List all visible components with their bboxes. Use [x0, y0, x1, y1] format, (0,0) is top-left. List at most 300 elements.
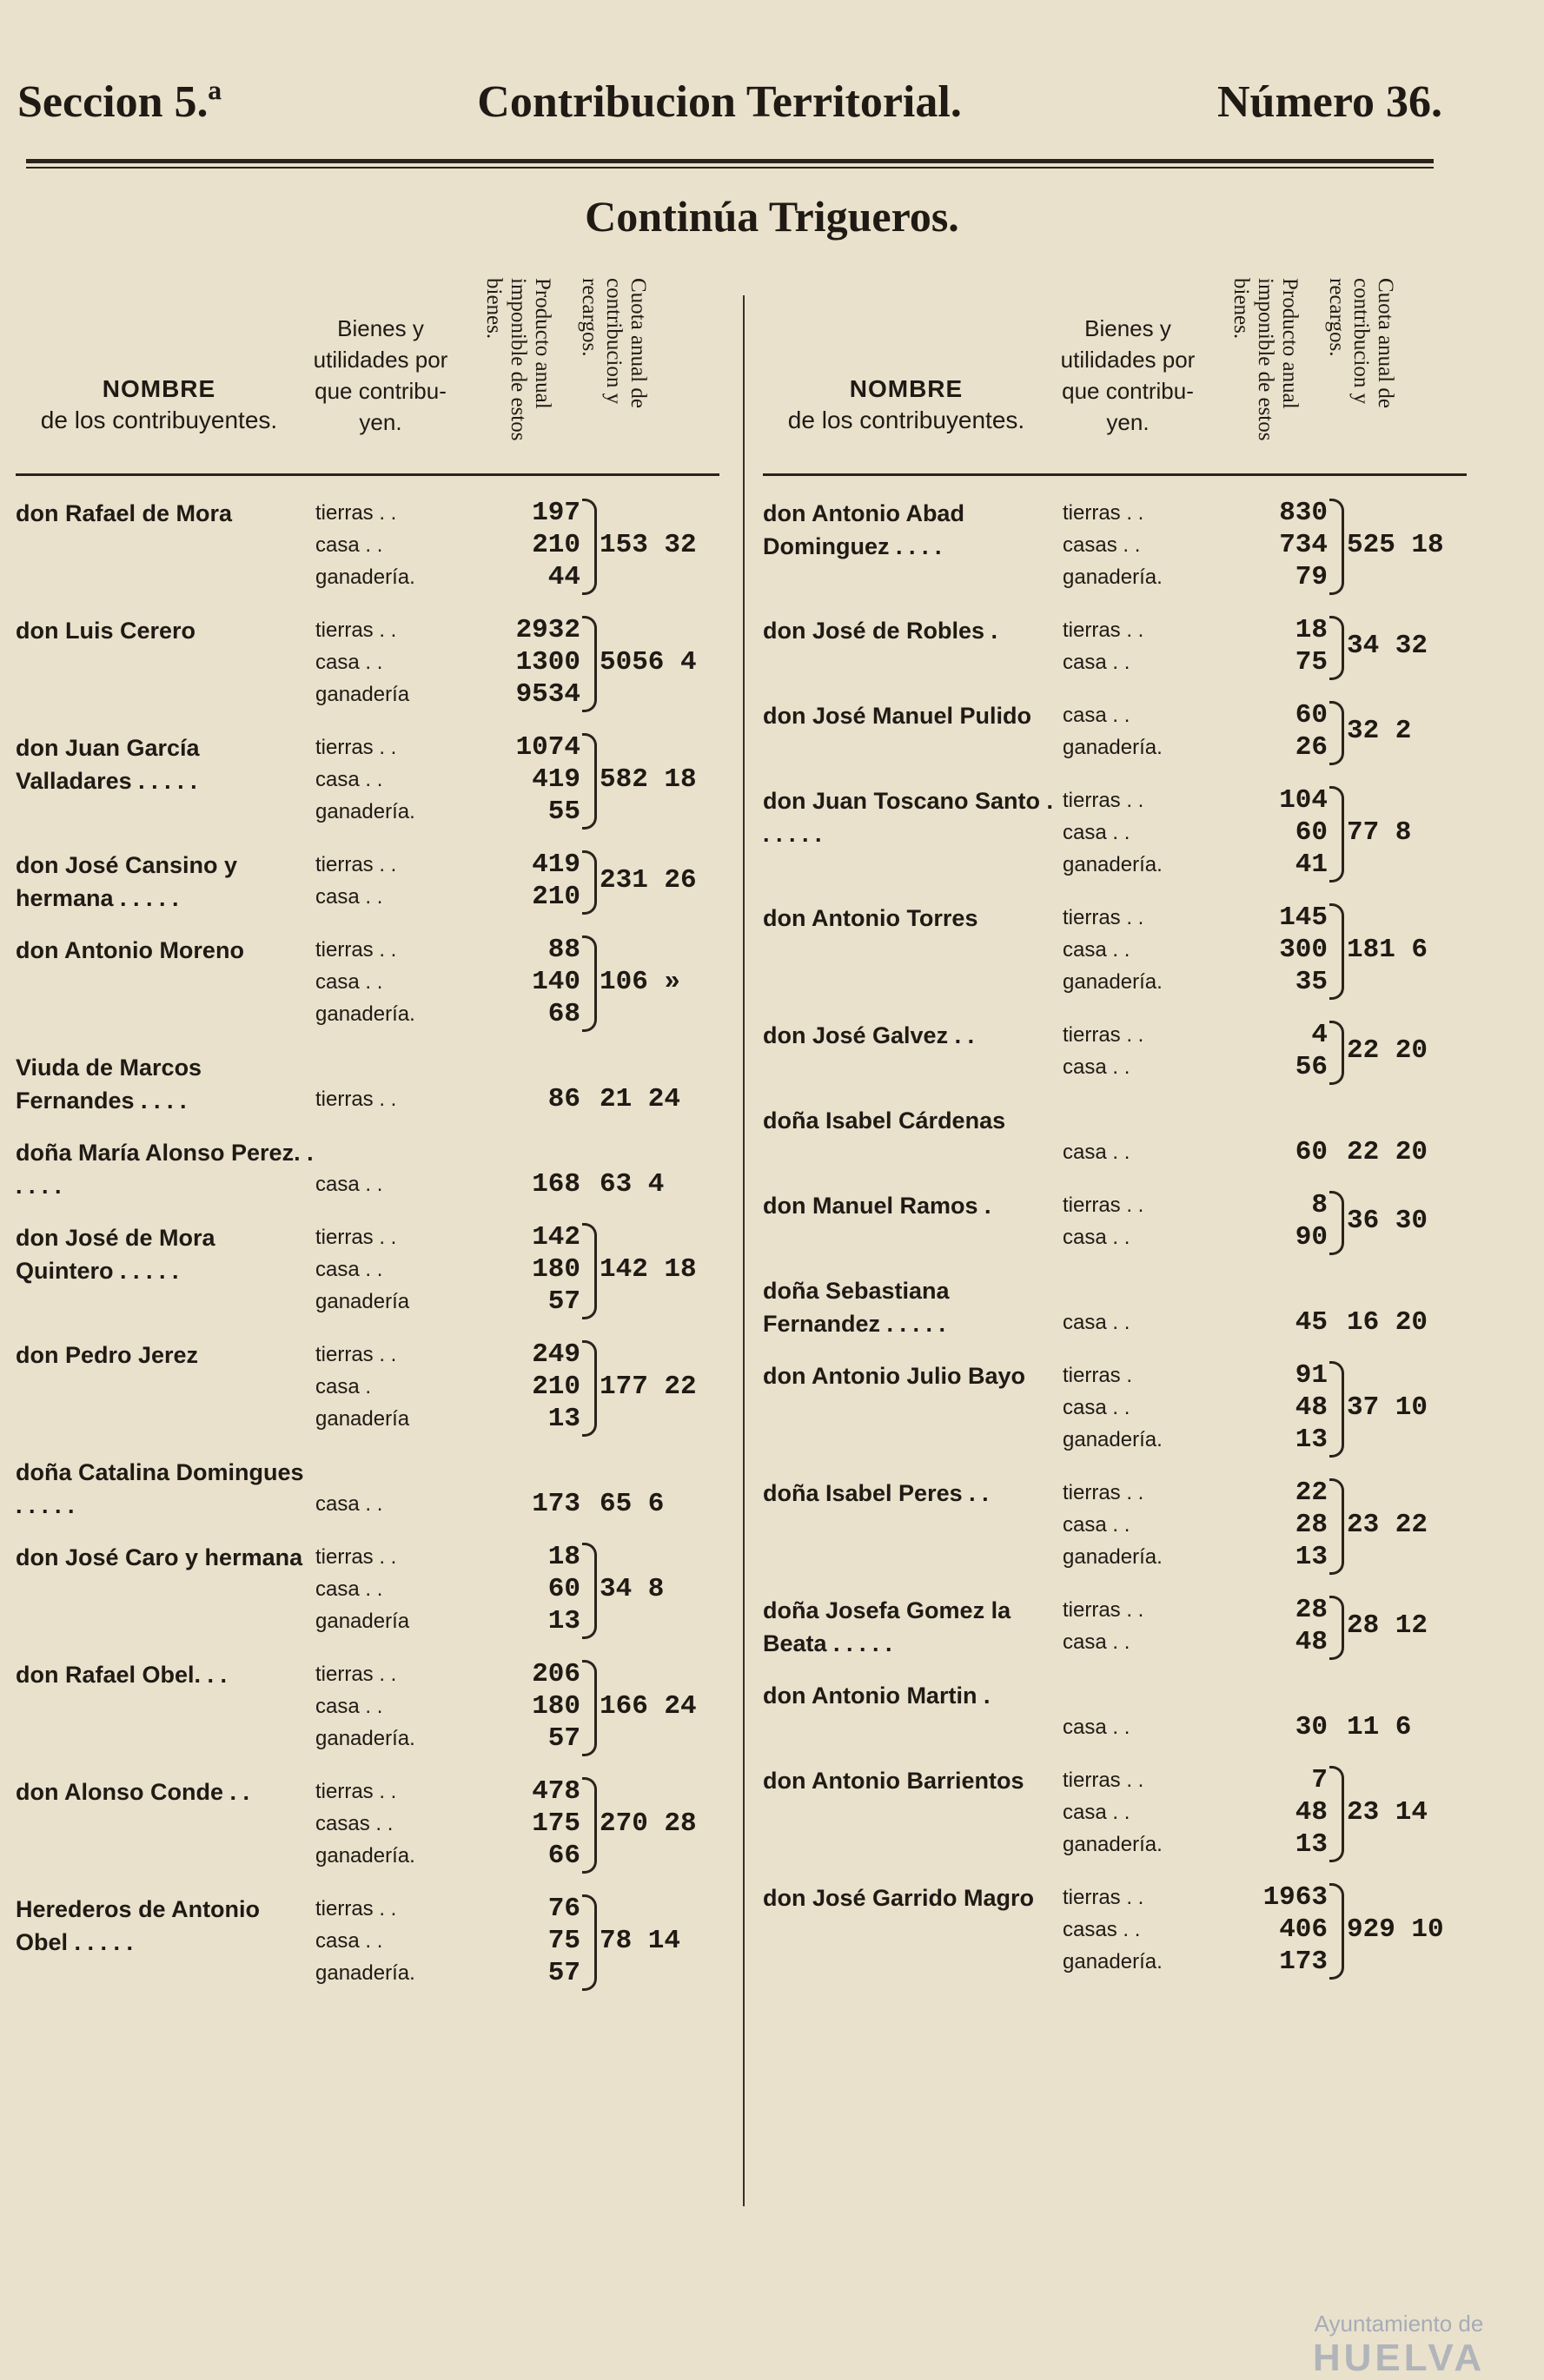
item-list [315, 1658, 467, 1755]
row-total: 63 4 [600, 1168, 665, 1200]
value-cell: 300 [1279, 935, 1328, 965]
value-cell: 75 [1295, 647, 1328, 678]
contributor-name: don Pedro Jerez [16, 1342, 199, 1368]
table-row [16, 1775, 719, 1872]
value-list [467, 934, 580, 1030]
contributor-name: don Antonio Barrientos [763, 1768, 1024, 1794]
row-total: 929 10 [1347, 1914, 1444, 1945]
table-row [763, 1019, 1467, 1083]
row-total: 231 26 [600, 865, 697, 896]
item-list [315, 614, 467, 711]
header-cuota: Cuota anual de contribucion y recargos. [1325, 278, 1397, 408]
table-row [16, 1221, 719, 1318]
brace [582, 499, 597, 595]
value-cell: 168 [532, 1169, 580, 1200]
item-label: casa . . [315, 1695, 383, 1718]
value-list [1215, 614, 1328, 678]
item-list [315, 934, 467, 1030]
item-label: tierras . . [1063, 1023, 1144, 1047]
item-label: casa . . [315, 533, 383, 557]
value-list [1215, 1359, 1328, 1456]
item-label: tierras . . [315, 1663, 397, 1686]
header-rule-thin [26, 167, 1434, 169]
value-cell: 57 [547, 1723, 580, 1754]
row-total: 142 18 [600, 1253, 697, 1285]
value-cell: 75 [547, 1926, 580, 1956]
item-label: ganadería. [315, 1961, 415, 1985]
value-cell: 22 [1295, 1478, 1328, 1508]
item-list [315, 497, 467, 593]
row-total: 28 12 [1347, 1610, 1428, 1641]
row-total: 78 14 [600, 1925, 681, 1956]
item-label: tierras . . [1063, 1886, 1144, 1909]
subtitle: Continúa Trigueros. [585, 192, 959, 241]
value-cell: 145 [1279, 902, 1328, 933]
item-list [1063, 1274, 1215, 1339]
table-row [763, 1477, 1467, 1573]
value-cell: 197 [532, 498, 580, 528]
value-list [1215, 784, 1328, 881]
brace [582, 1894, 597, 1991]
value-cell: 206 [532, 1659, 580, 1689]
row-total: 77 8 [1347, 816, 1412, 848]
table-row [16, 614, 719, 711]
brace [1329, 1596, 1344, 1660]
value-list [467, 1541, 580, 1637]
item-label: casa . . [1063, 1311, 1130, 1334]
value-cell: 66 [547, 1841, 580, 1871]
value-cell: 1300 [515, 647, 580, 678]
value-cell: 90 [1295, 1222, 1328, 1253]
value-list [467, 1488, 580, 1520]
header-bienes: Bienes y utilidades por que contribu-yen. [1060, 315, 1196, 435]
value-list [1215, 1189, 1328, 1253]
page-title: Contribucion Territorial. [477, 76, 962, 127]
table-row [763, 1104, 1467, 1168]
value-cell: 48 [1295, 1392, 1328, 1423]
item-list [1063, 902, 1215, 998]
item-label: casas . . [1063, 533, 1141, 557]
column-divider [743, 295, 745, 2206]
watermark-line1: Ayuntamiento de [1314, 2311, 1484, 2337]
value-cell: 173 [1279, 1947, 1328, 1977]
row-total: 65 6 [600, 1488, 665, 1519]
value-cell: 419 [532, 850, 580, 880]
value-list [1215, 1711, 1328, 1743]
item-label: ganadería. [1063, 1950, 1163, 1973]
watermark-logo: HUELVA [1312, 2337, 1486, 2379]
contributor-name: don Antonio Moreno [16, 937, 244, 963]
contributor-name: don Antonio Torres [763, 905, 978, 931]
row-total: 34 8 [600, 1573, 665, 1604]
value-list [467, 1339, 580, 1435]
table-row [16, 1893, 719, 1989]
item-label: tierras . . [315, 501, 397, 525]
row-total: 166 24 [600, 1690, 697, 1722]
table-row [16, 934, 719, 1030]
page-header [17, 71, 1442, 132]
brace [1329, 1478, 1344, 1575]
value-cell: 180 [532, 1254, 580, 1285]
item-label: casa . . [1063, 1140, 1130, 1164]
item-label: ganadería. [315, 1002, 415, 1026]
value-cell: 68 [547, 999, 580, 1029]
item-list [315, 1775, 467, 1872]
item-list [315, 849, 467, 913]
row-total: 16 20 [1347, 1306, 1428, 1338]
table-row [16, 731, 719, 828]
contributor-name: don Antonio Julio Bayo [763, 1363, 1025, 1389]
right-column [763, 261, 1467, 1978]
table-row [763, 902, 1467, 998]
row-total: 5056 4 [600, 646, 697, 678]
brace [582, 1340, 597, 1437]
row-total: 525 18 [1347, 529, 1444, 560]
value-cell: 175 [532, 1808, 580, 1839]
table-row [763, 1189, 1467, 1253]
value-cell: 406 [1279, 1914, 1328, 1945]
value-cell: 18 [547, 1542, 580, 1572]
item-label: tierras . . [315, 938, 397, 962]
item-label: ganadería. [1063, 1833, 1163, 1856]
item-list [1063, 1477, 1215, 1573]
item-label: ganadería [315, 683, 410, 706]
contributor-name: Herederos de Antonio Obel . . . . . [16, 1896, 261, 1955]
contributor-name: doña María Alonso Perez. . . . . . [16, 1140, 314, 1199]
value-list [467, 1775, 580, 1872]
value-cell: 60 [547, 1574, 580, 1604]
item-list [315, 1221, 467, 1318]
value-list [467, 1658, 580, 1755]
value-cell: 210 [532, 1372, 580, 1402]
row-total: 34 32 [1347, 631, 1428, 661]
value-cell: 48 [1295, 1627, 1328, 1657]
contributor-name: don José Cansino y hermana . . . . . [16, 852, 238, 911]
item-label: ganadería. [1063, 565, 1163, 589]
item-label: ganadería. [315, 1727, 415, 1750]
brace [1329, 1191, 1344, 1255]
item-list [1063, 497, 1215, 593]
value-cell: 55 [547, 797, 580, 827]
item-label: casa . . [1063, 1226, 1130, 1249]
value-list [1215, 902, 1328, 998]
value-list [1215, 1477, 1328, 1573]
item-list [315, 1893, 467, 1989]
brace [1329, 499, 1344, 595]
item-list [1063, 1019, 1215, 1083]
contributor-name: doña Isabel Cárdenas [763, 1107, 1006, 1134]
brace [1329, 1361, 1344, 1458]
item-label: tierras . . [315, 736, 397, 759]
item-list [1063, 699, 1215, 764]
item-label: casa . . [315, 1173, 383, 1196]
brace [1329, 1766, 1344, 1862]
value-list [1215, 497, 1328, 593]
contributor-name: don José Galvez . . [763, 1022, 975, 1048]
header-name-title: NOMBRE [849, 375, 964, 402]
item-label: ganadería. [315, 1844, 415, 1868]
header-name [763, 374, 1050, 436]
value-list [467, 1221, 580, 1318]
value-cell: 4 [1311, 1020, 1328, 1050]
item-label: casa . . [1063, 1630, 1130, 1654]
value-list [1215, 1881, 1328, 1978]
header-cuota: Cuota anual de contribucion y recargos. [578, 278, 650, 408]
item-label: casa . . [1063, 704, 1130, 727]
item-label: tierras . . [1063, 1768, 1144, 1792]
contributor-name: don Rafael Obel. . . [16, 1662, 228, 1688]
table-row [763, 497, 1467, 593]
row-total: 106 » [600, 966, 681, 997]
value-cell: 57 [547, 1958, 580, 1988]
item-label: tierras . . [1063, 906, 1144, 929]
item-list [1063, 784, 1215, 881]
contributor-name: don Juan García Valladares . . . . . [16, 735, 200, 794]
item-label: tierras . . [1063, 789, 1144, 812]
item-label: casa . . [1063, 1801, 1130, 1824]
item-list [315, 731, 467, 828]
brace [1329, 1021, 1344, 1085]
row-total: 23 22 [1347, 1509, 1428, 1540]
row-total: 22 20 [1347, 1136, 1428, 1167]
table-row [763, 1679, 1467, 1743]
table-row [763, 699, 1467, 764]
table-header [16, 261, 719, 476]
value-list [1215, 1019, 1328, 1083]
item-label: tierras . . [315, 1226, 397, 1249]
item-label: casa . . [1063, 938, 1130, 962]
value-cell: 13 [1295, 1829, 1328, 1860]
brace [1329, 701, 1344, 765]
brace [582, 616, 597, 712]
value-list [1215, 1136, 1328, 1168]
value-cell: 2932 [515, 615, 580, 645]
value-cell: 13 [1295, 1425, 1328, 1455]
item-list [315, 1541, 467, 1637]
row-total: 181 6 [1347, 934, 1428, 965]
brace [1329, 786, 1344, 883]
value-cell: 210 [532, 882, 580, 912]
table-row [763, 1594, 1467, 1658]
contributor-name: doña Isabel Peres . . [763, 1480, 989, 1506]
contributor-name: doña Josefa Gomez la Beata . . . . . [763, 1597, 1011, 1656]
item-label: casa . . [1063, 1716, 1130, 1739]
item-label: casa . . [315, 970, 383, 994]
item-list [315, 1051, 467, 1115]
contributor-name: doña Sebastiana Fernandez . . . . . [763, 1278, 950, 1337]
value-cell: 18 [1295, 615, 1328, 645]
header-producto: Producto anual imponible de estos bienes. [482, 278, 554, 441]
row-total: 177 22 [600, 1371, 697, 1402]
contributor-name: don Alonso Conde . . [16, 1779, 249, 1805]
brace [1329, 1883, 1344, 1980]
item-label: tierras . . [315, 618, 397, 642]
item-label: casa . . [1063, 1513, 1130, 1537]
value-cell: 30 [1295, 1712, 1328, 1742]
item-label: casas . . [1063, 1918, 1141, 1941]
value-cell: 86 [547, 1084, 580, 1114]
value-list [467, 497, 580, 593]
value-cell: 48 [1295, 1797, 1328, 1828]
value-cell: 56 [1295, 1052, 1328, 1082]
item-list [1063, 1104, 1215, 1168]
item-label: casa . . [315, 885, 383, 909]
item-label: tierras . . [315, 1088, 397, 1111]
contributor-name: don José Manuel Pulido [763, 703, 1032, 729]
brace [582, 1223, 597, 1319]
value-cell: 79 [1295, 562, 1328, 592]
item-label: tierras . . [1063, 1598, 1144, 1622]
row-total: 11 6 [1347, 1711, 1412, 1742]
item-label: tierras . . [1063, 1193, 1144, 1217]
table-row [763, 1764, 1467, 1861]
item-label: tierras . . [315, 1780, 397, 1803]
item-label: ganadería. [315, 565, 415, 589]
item-list [1063, 1594, 1215, 1658]
brace [582, 1777, 597, 1874]
brace [582, 1660, 597, 1756]
value-cell: 44 [547, 562, 580, 592]
header-bienes: Bienes y utilidades por que contribu-yen. [313, 315, 448, 435]
item-label: casa . . [1063, 1055, 1130, 1079]
value-cell: 35 [1295, 967, 1328, 997]
table-row [16, 1339, 719, 1435]
item-label: casas . . [315, 1812, 394, 1835]
row-total: 582 18 [600, 764, 697, 795]
row-total: 270 28 [600, 1808, 697, 1839]
item-label: tierras . . [315, 1343, 397, 1366]
page-number: Número 36. [1216, 76, 1442, 127]
header-rule [26, 159, 1434, 163]
value-list [467, 1893, 580, 1989]
item-list [315, 1339, 467, 1435]
item-label: ganadería. [1063, 853, 1163, 876]
value-cell: 60 [1295, 1137, 1328, 1167]
contributor-name: don Antonio Martin . [763, 1683, 991, 1709]
value-cell: 41 [1295, 850, 1328, 880]
table-row [16, 1136, 719, 1200]
item-list [1063, 1189, 1215, 1253]
value-cell: 140 [532, 967, 580, 997]
table-header [763, 261, 1467, 476]
value-cell: 180 [532, 1691, 580, 1722]
contributor-name: doña Catalina Domingues . . . . . [16, 1459, 304, 1518]
contributor-name: don Manuel Ramos . [763, 1193, 991, 1219]
table-row [16, 1541, 719, 1637]
contributor-name: don José de Robles . [763, 618, 998, 644]
item-list [1063, 1764, 1215, 1861]
value-cell: 13 [1295, 1542, 1328, 1572]
value-cell: 419 [532, 764, 580, 795]
brace [1329, 903, 1344, 1000]
value-cell: 9534 [515, 679, 580, 710]
item-label: ganadería. [1063, 736, 1163, 759]
header-name-sub: de los contribuyentes. [787, 407, 1025, 433]
value-cell: 830 [1279, 498, 1328, 528]
item-label: tierras . . [1063, 501, 1144, 525]
item-label: casa . . [315, 1492, 383, 1516]
contributor-name: don Luis Cerero [16, 618, 196, 644]
item-label: casa . . [315, 1258, 383, 1281]
item-label: casa . . [1063, 1396, 1130, 1419]
value-cell: 173 [532, 1489, 580, 1519]
value-cell: 478 [532, 1776, 580, 1807]
value-list [467, 1168, 580, 1200]
header-name-sub: de los contribuyentes. [40, 407, 278, 433]
item-label: ganadería. [1063, 970, 1163, 994]
contributor-name: don José de Mora Quintero . . . . . [16, 1225, 215, 1284]
row-total: 32 2 [1347, 716, 1412, 746]
item-label: casa . . [1063, 651, 1130, 674]
brace [582, 1543, 597, 1639]
value-cell: 88 [547, 935, 580, 965]
value-list [467, 849, 580, 913]
table-row [763, 1359, 1467, 1456]
item-label: tierras . . [315, 1545, 397, 1569]
table-row [16, 1658, 719, 1755]
value-cell: 1074 [515, 732, 580, 763]
value-cell: 7 [1311, 1765, 1328, 1795]
brace [582, 850, 597, 915]
table-row [763, 614, 1467, 678]
item-label: casa . . [1063, 821, 1130, 844]
value-list [1215, 1764, 1328, 1861]
contributor-name: don Juan Toscano Santo . . . . . . [763, 788, 1054, 847]
value-list [467, 731, 580, 828]
row-total: 36 30 [1347, 1206, 1428, 1236]
value-cell: 8 [1311, 1190, 1328, 1220]
item-label: ganadería [315, 1610, 410, 1633]
value-cell: 76 [547, 1894, 580, 1924]
item-label: tierras . . [1063, 618, 1144, 642]
value-list [1215, 699, 1328, 764]
value-cell: 45 [1295, 1307, 1328, 1338]
value-list [1215, 1594, 1328, 1658]
row-total: 37 10 [1347, 1392, 1428, 1423]
row-total: 153 32 [600, 529, 697, 560]
item-list [1063, 1881, 1215, 1978]
value-cell: 57 [547, 1286, 580, 1317]
table-row [16, 849, 719, 913]
value-cell: 13 [547, 1404, 580, 1434]
item-label: casa . [315, 1375, 372, 1398]
item-label: tierras . . [315, 853, 397, 876]
item-list [1063, 1679, 1215, 1743]
contributor-name: don Antonio Abad Dominguez . . . . [763, 500, 964, 559]
value-list [467, 1083, 580, 1115]
item-label: tierras . [1063, 1364, 1133, 1387]
item-label: casa . . [315, 1577, 383, 1601]
item-label: casa . . [315, 768, 383, 791]
item-label: tierras . . [315, 1897, 397, 1921]
item-label: ganadería. [1063, 1545, 1163, 1569]
value-cell: 734 [1279, 530, 1328, 560]
table-row [763, 1881, 1467, 1978]
value-cell: 60 [1295, 817, 1328, 848]
value-cell: 104 [1279, 785, 1328, 816]
header-name-title: NOMBRE [102, 375, 216, 402]
item-label: tierras . . [1063, 1481, 1144, 1504]
item-list [1063, 1359, 1215, 1456]
contributor-name: Viuda de Marcos Fernandes . . . . [16, 1054, 202, 1114]
value-cell: 28 [1295, 1595, 1328, 1625]
value-list [1215, 1306, 1328, 1339]
header-producto: Producto anual imponible de estos bienes. [1229, 278, 1302, 441]
item-list [315, 1456, 467, 1520]
table-row [763, 1274, 1467, 1339]
brace [1329, 616, 1344, 680]
item-label: ganadería. [1063, 1428, 1163, 1451]
